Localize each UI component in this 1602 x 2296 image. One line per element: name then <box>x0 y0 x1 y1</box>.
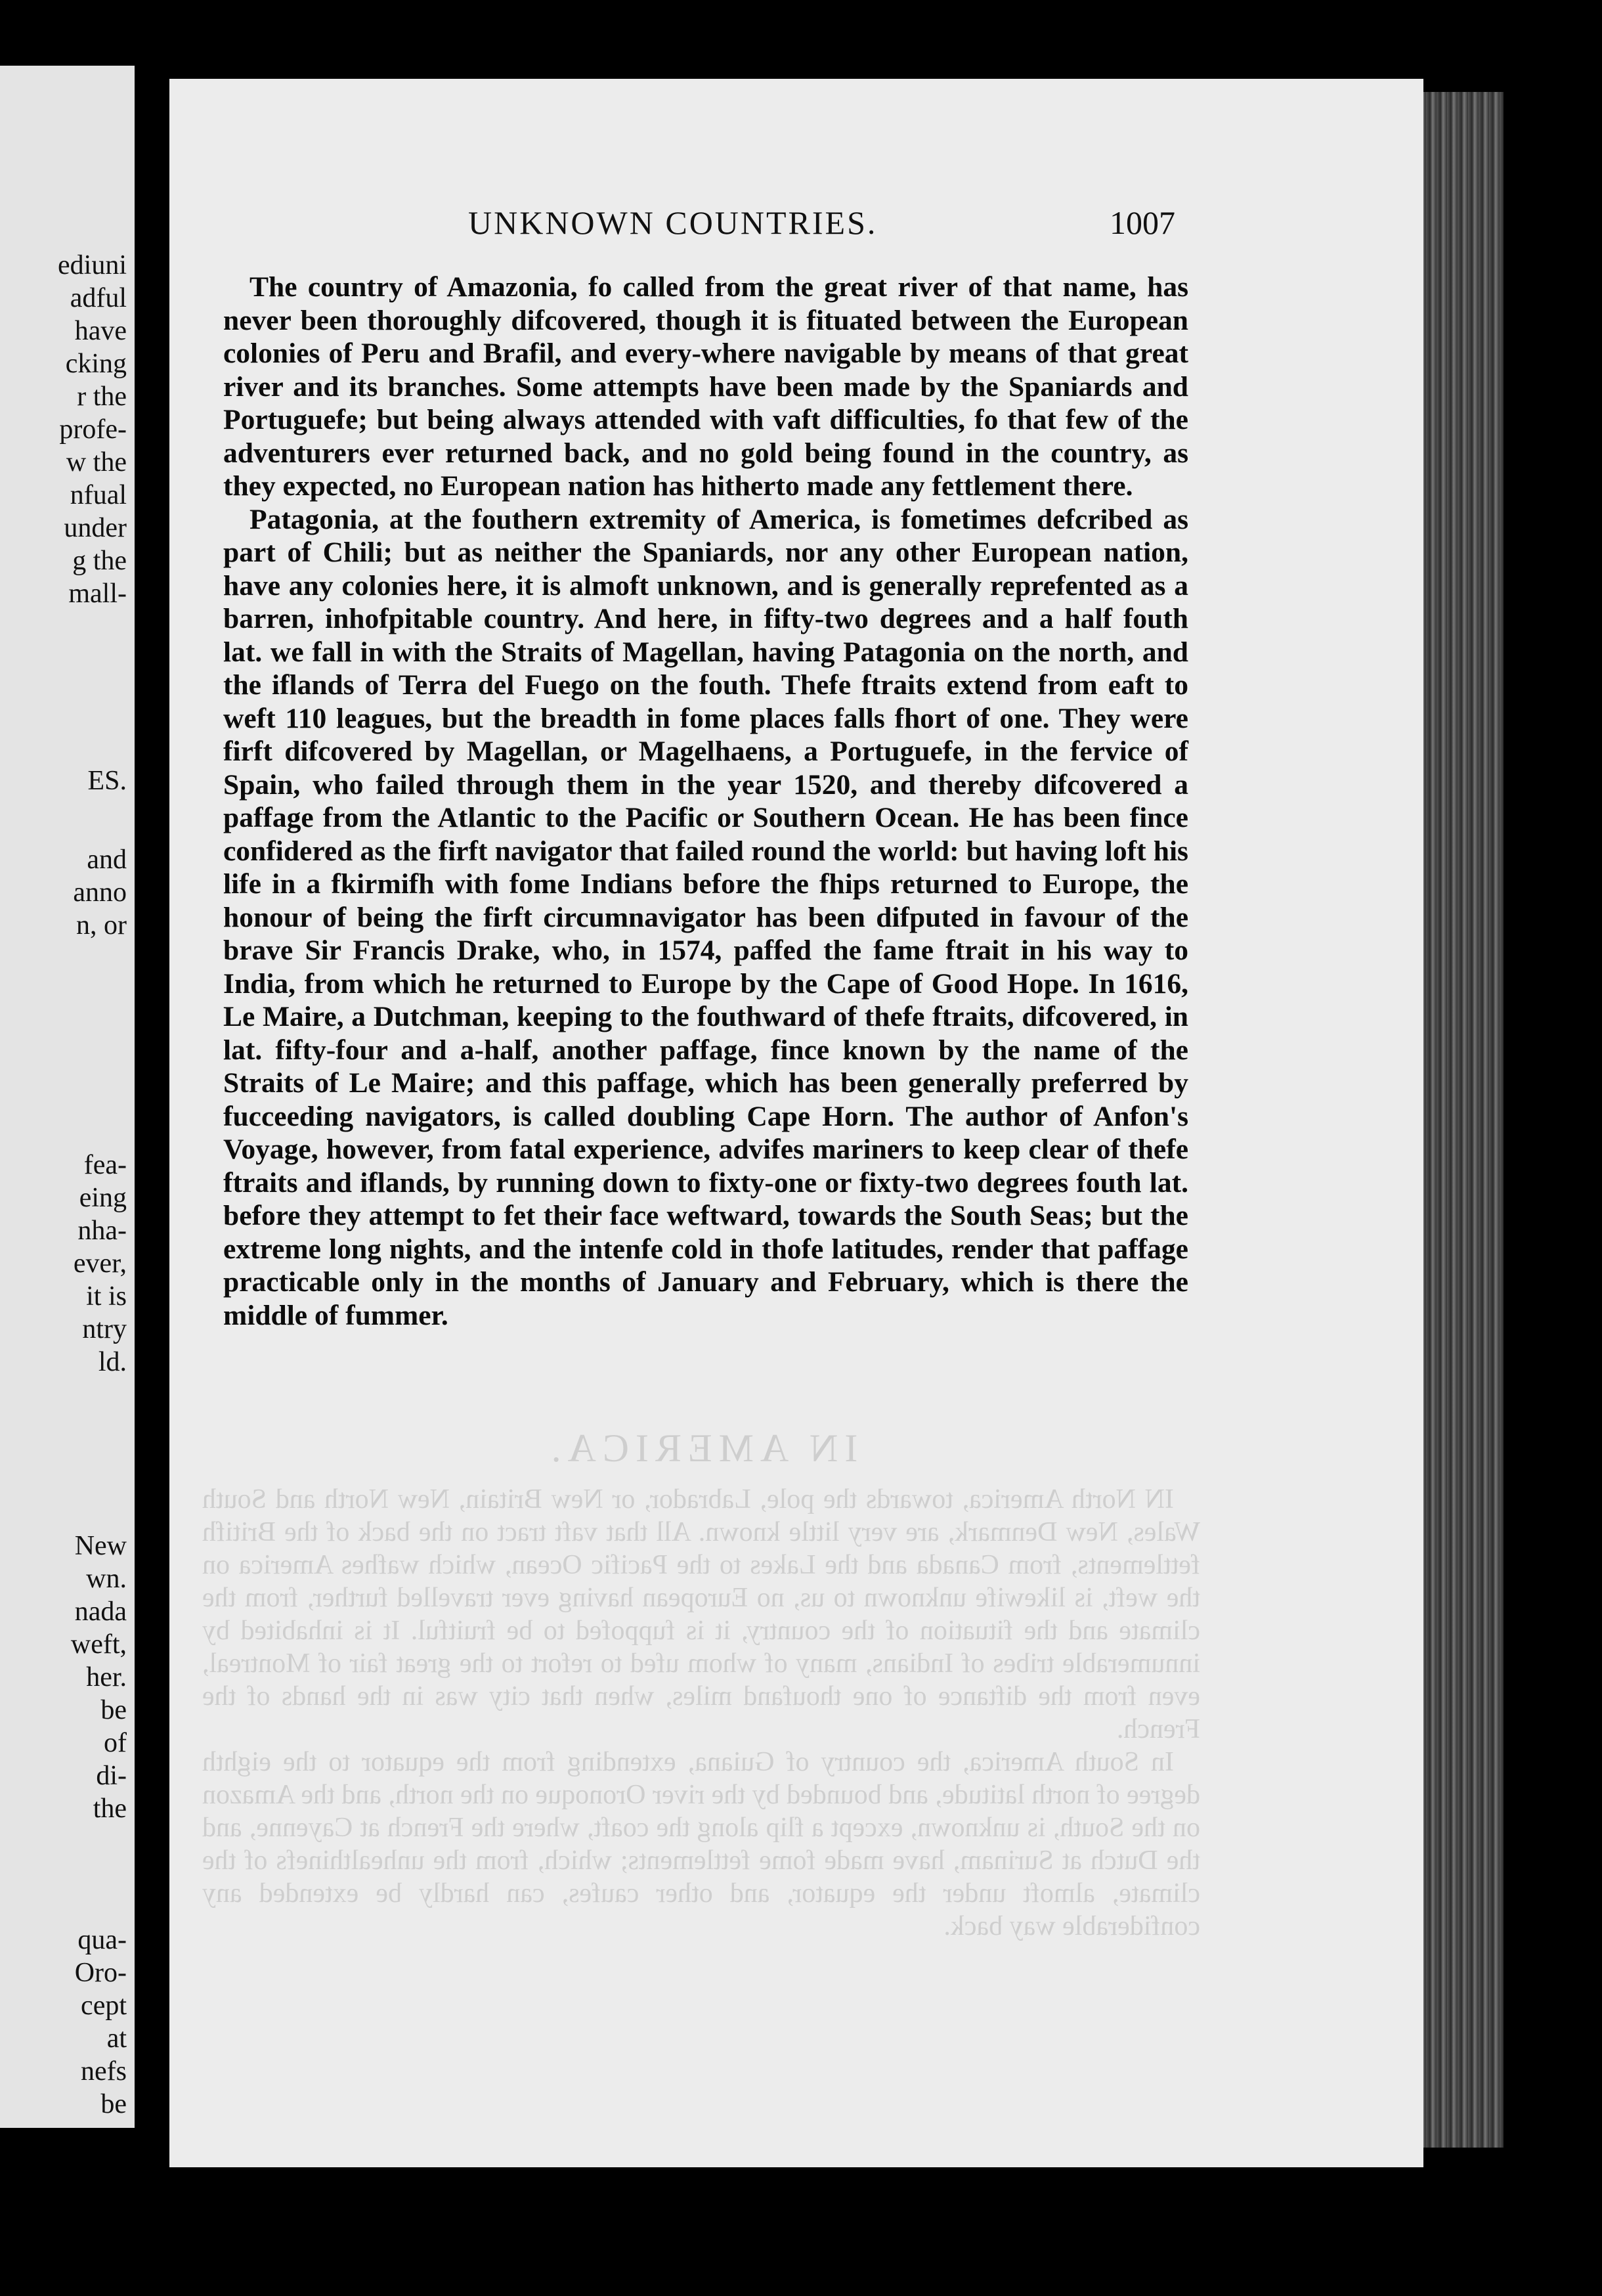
left-page-text: anno <box>73 877 127 908</box>
left-page-text: ES. <box>87 766 127 796</box>
left-page-text: nefs <box>81 2056 127 2086</box>
left-page-text: profe- <box>59 414 127 445</box>
left-page-text: r the <box>77 382 127 412</box>
left-page-text: ntry <box>82 1314 127 1344</box>
left-page-text: Oro- <box>74 1958 127 1988</box>
paragraph-patagonia: Patagonia, at the fouthern extremity of America, is fometimes defcribed as part of Chili; but as neither the Spaniards, nor any other European nation, have any colonies here, it is almoft unknown, and is generally reprefented as a barren, inhofpitable country. And here, in fifty-two degrees and a half fouth lat. we fall in with the Straits of Magellan, having Patagonia on the north, and the iflands of Terra del Fuego on the fouth. Thefe ftraits extend from eaft to weft 110 leagues, but the breadth in fome places falls fhort of one. They were firft difcovered by Magellan, or Magelhaens, a Portuguefe, in the fervice of Spain, who failed through them in the year 1520, and thereby difcovered a paffage from the Atlantic to the Pacific or Southern Ocean. He has been fince confidered as the firft navigator that failed round the world: but having loft his life in a fkirmifh with fome Indians before the fhips returned to Europe, the honour of being the firft circumnavigator has been difputed in favour of the brave Sir Francis Drake, who, in 1574, paffed the fame ftrait in his way to India, from which he returned to Europe by the Cape of Good Hope. In 1616, Le Maire, a Dutchman, keeping to the fouthward of thefe ftraits, difcovered, in lat. fifty-four and a-half, another paffage, fince known by the name of the Straits of Le Maire; and this paffage, which has been generally preferred by fucceeding navigators, is called doubling Cape Horn. The author of Anfon's Voyage, however, from fatal experience, advifes mariners to keep clear of thefe ftraits and iflands, by running down to fixty-one or fixty-two degrees fouth lat. before they attempt to fet their face weftward, towards the South Seas; but the extreme long nights, and the intenfe cold in thofe latitudes, render that paffage practicable only in the months of January and February, which is there the middle of fummer. <box>223 503 1188 1331</box>
left-page-text: at <box>106 2023 127 2054</box>
left-page-text: fea- <box>83 1150 127 1180</box>
left-page-text: nfual <box>70 480 127 510</box>
left-page-text: cept <box>81 1991 127 2021</box>
left-page-text: w the <box>66 447 127 477</box>
left-page-text: the <box>93 1794 127 1824</box>
left-page-text: di- <box>96 1761 127 1791</box>
left-page-text: ld. <box>98 1347 127 1377</box>
left-page-text: eing <box>79 1183 127 1213</box>
left-page-text: ever, <box>73 1248 127 1279</box>
left-page-text: be <box>100 2089 127 2119</box>
page-header <box>169 204 1423 256</box>
bleed-through-text <box>202 1426 1200 1943</box>
left-page-text: wn. <box>86 1564 127 1594</box>
page-number: 1007 <box>1110 204 1175 241</box>
left-page-fragment <box>0 66 135 2128</box>
left-page-text: g the <box>72 546 127 576</box>
left-page-text: adful <box>70 283 127 313</box>
left-page-text: ediuni <box>58 250 127 280</box>
left-page-text: nha- <box>77 1216 127 1246</box>
left-page-text: under <box>64 513 127 543</box>
bleed-through-paragraph: IN North America, towards the pole, Labrador, or New Britain, New North and South Wales, New Denmark, are very little known. All that vaft tract on the back of the Britifh fettlements, from Canada and the Lakes to the Pacific Ocean, which wafhes America on the weft, is likewife unknown to us, no European having ever travelled further, from the climate and the fituation of the country, it is fuppofed to be fruitful. It is inhabited by innumerable tribes of Indians, many of whom ufed to refort to the great fair of Montreal, even from the diftance of one thoufand miles, when that city was in the hands of the French. <box>202 1484 1200 1744</box>
left-page-text: mall- <box>68 579 127 609</box>
left-page-text: New <box>74 1531 127 1561</box>
left-page-text: cking <box>65 349 127 379</box>
left-page-text: nada <box>74 1597 127 1627</box>
body-text <box>223 271 1188 1332</box>
left-page-text: be <box>100 1695 127 1725</box>
left-page-text: n, or <box>76 910 127 940</box>
left-page-text: of <box>104 1728 127 1758</box>
paragraph-amazonia: The country of Amazonia, fo called from the great river of that name, has never been thoroughly difcovered, though it is fituated between the European colonies of Peru and Brafil, and every-where navigable by means of that great river and its branches. Some attempts have been made by the Spaniards and Portuguefe; but being always attended with vaft difficulties, fo that few of the adventurers ever returned back, and no gold being found in the country, as they expected, no European nation has hitherto made any fettlement there. <box>223 271 1188 502</box>
running-title: UNKNOWN COUNTRIES. <box>468 204 878 241</box>
left-page-text: weft, <box>70 1629 127 1660</box>
bleed-through-paragraph: In South America, the country of Guiana, extending from the equator to the eighth degree of north latitude, and bounded by the river Oronoque on the north, and the Amazon on the South, is unknown, except a flip along the coaft, where the French at Cayenne, and the Dutch at Surinam, have made fome fettlements; which, from the unhealthinefs of the climate, almoft under the equator, and other caufes, can hardly be extended any confiderable way back. <box>202 1747 1200 1941</box>
left-page-text: it is <box>86 1281 127 1312</box>
book-page <box>169 79 1423 2167</box>
bleed-through-heading: IN AMERICA. <box>544 1426 858 1470</box>
left-page-text: have <box>74 316 127 346</box>
left-page-text: her. <box>86 1662 127 1692</box>
left-page-text: and <box>87 845 127 875</box>
left-page-text: qua- <box>77 1925 127 1955</box>
